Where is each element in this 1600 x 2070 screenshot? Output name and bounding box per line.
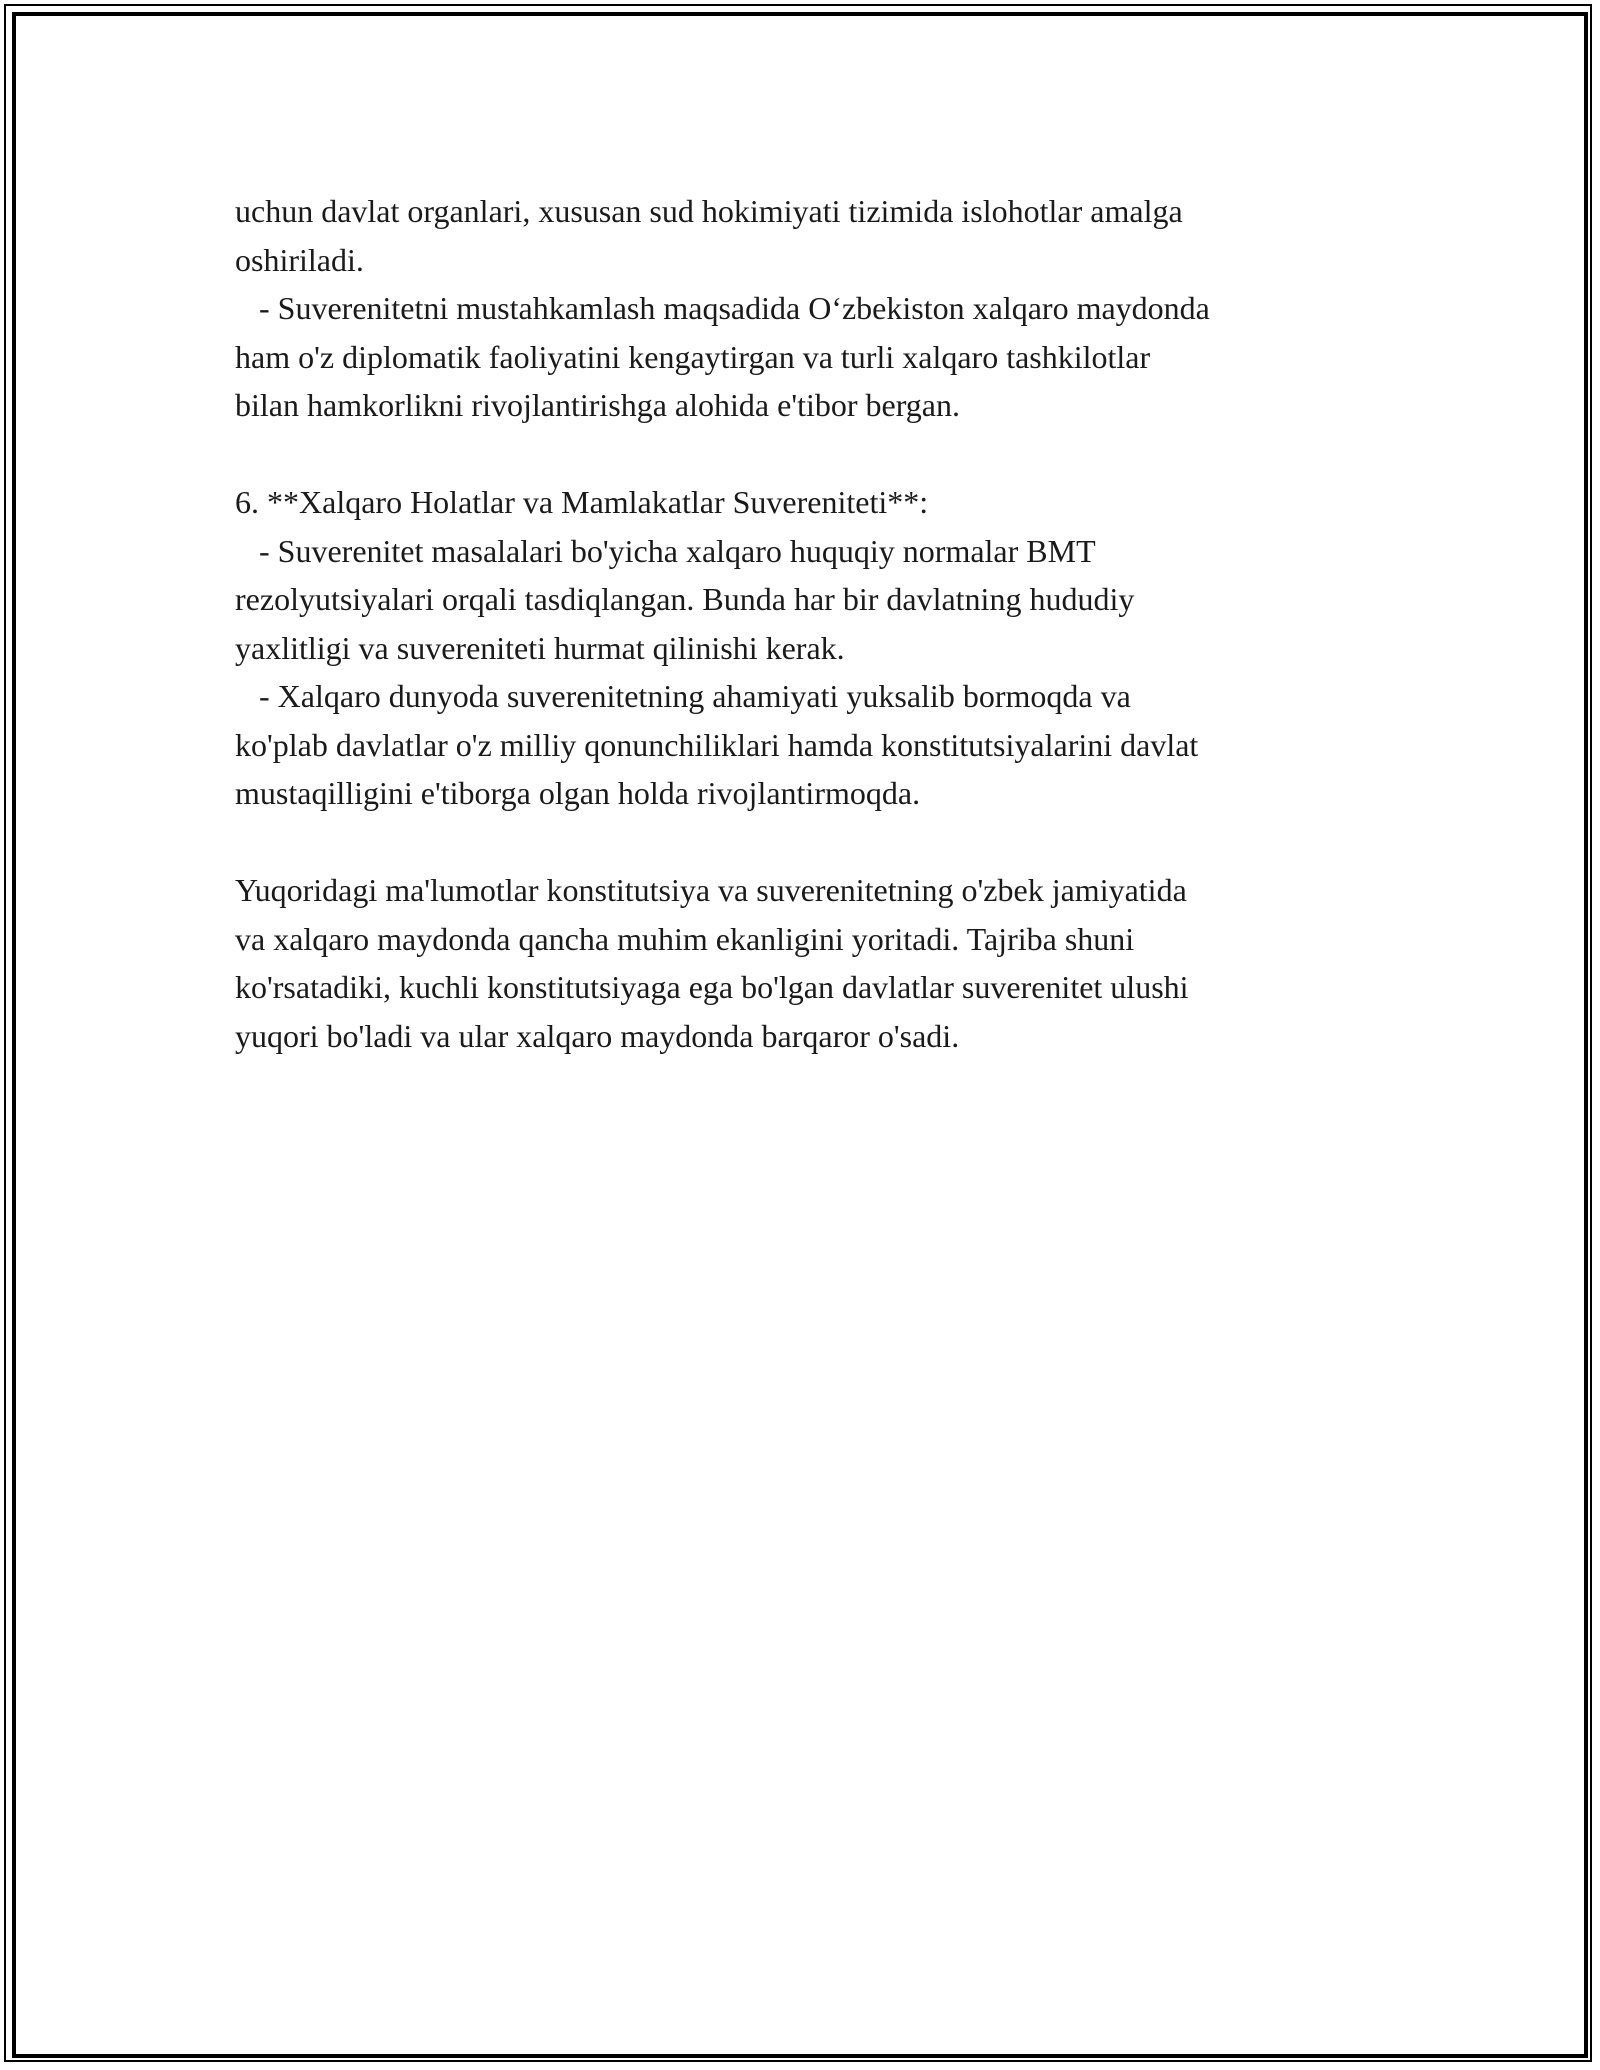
- section-heading: 6. **Xalqaro Holatlar va Mamlakatlar Suvereniteti**:: [235, 484, 929, 520]
- text-line: mustaqilligini e'tiborga olgan holda rivojlantirmoqda.: [235, 775, 921, 811]
- text-line: yaxlitligi va suvereniteti hurmat qilinishi kerak.: [235, 629, 845, 666]
- blank-line: [235, 430, 1365, 479]
- text-line: ko'rsatadiki, kuchli konstitutsiyaga ega bo'lgan davlatlar suverenitet ulushi: [235, 969, 1189, 1005]
- text-line: Yuqoridagi ma'lumotlar konstitutsiya va suverenitetning o'zbek jamiyatida: [235, 872, 1187, 908]
- text-line: yuqori bo'ladi va ular xalqaro maydonda barqaror o'sadi.: [235, 1017, 960, 1054]
- text-line: bilan hamkorlikni rivojlantirishga alohida e'tibor bergan.: [235, 387, 960, 423]
- text-line: - Suverenitet masalalari bo'yicha xalqaro huquqiy normalar BMT: [235, 532, 1096, 569]
- document-body: [235, 187, 1365, 1060]
- text-line: va xalqaro maydonda qancha muhim ekanligini yoritadi. Tajriba shuni: [235, 920, 1135, 957]
- text-line: uchun davlat organlari, xususan sud hokimiyati tizimida islohotlar amalga: [235, 193, 1183, 229]
- text-line: ham o'z diplomatik faoliyatini kengaytirgan va turli xalqaro tashkilotlar: [235, 338, 1151, 375]
- text-line: rezolyutsiyalari orqali tasdiqlangan. Bunda har bir davlatning hududiy: [235, 581, 1135, 617]
- text-line: - Xalqaro dunyoda suverenitetning ahamiyati yuksalib bormoqda va: [235, 678, 1131, 714]
- text-line: ko'plab davlatlar o'z milliy qonunchiliklari hamda konstitutsiyalarini davlat: [235, 726, 1199, 763]
- blank-line: [235, 818, 1365, 867]
- text-line: oshiriladi.: [235, 241, 364, 278]
- text-line: - Suverenitetni mustahkamlash maqsadida O‘zbekiston xalqaro maydonda: [235, 290, 1210, 326]
